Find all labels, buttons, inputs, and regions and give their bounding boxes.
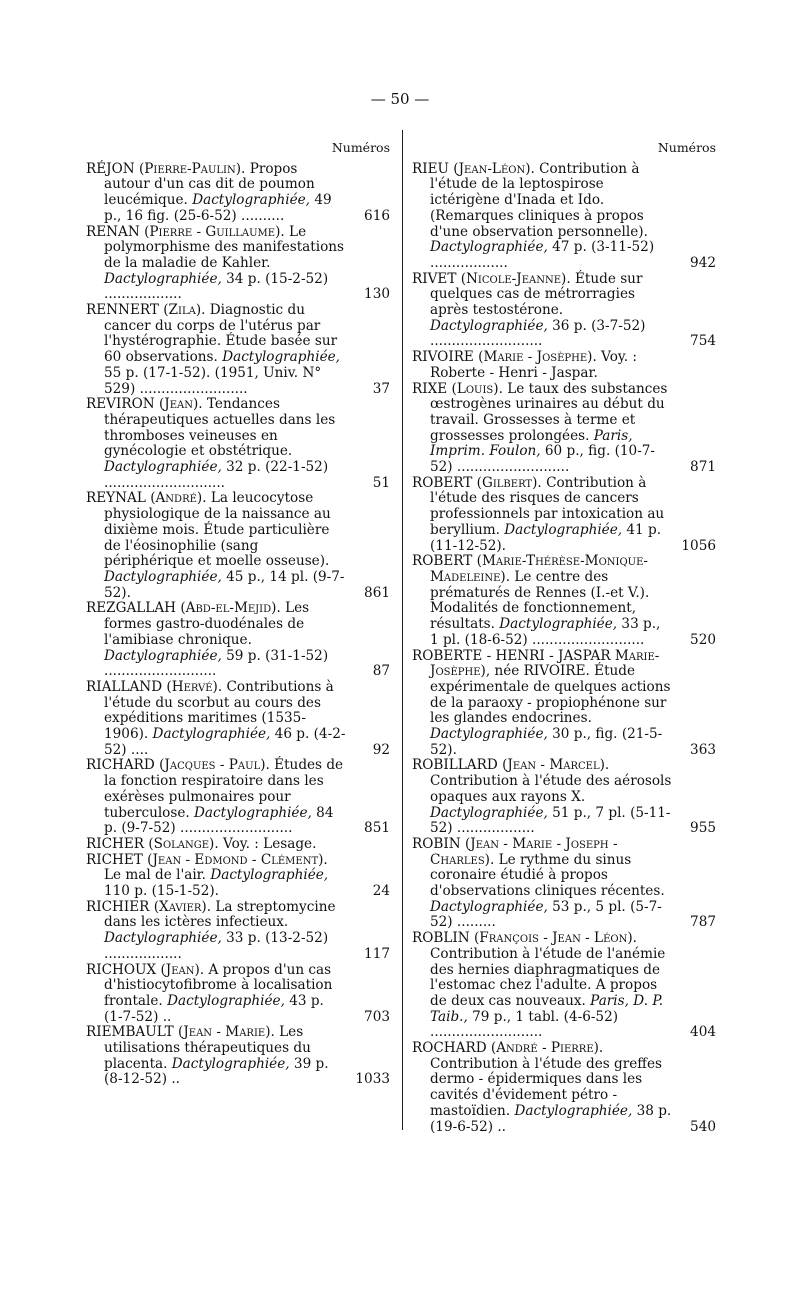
entry-details: 79 p., 1 tabl. (4-6-52) .......................... [430,1008,619,1041]
entry-title: Voy. : Roberte - Henri - Jaspar. [430,349,637,381]
author-name: RIALLAND (Hervé). [86,678,223,695]
entry-details: 49 p., 16 fig. (25-6-52) .......... [104,192,332,224]
bibliography-entry [86,837,390,853]
bibliography-entry [412,162,716,272]
entry-details: 36 p. (3-7-52) .......................... [430,317,646,350]
publication: Dactylographiée, [430,726,548,743]
bibliography-entry [86,900,390,963]
left-column [86,140,390,1088]
bibliography-entry [412,758,716,837]
entry-number: 404 [690,1024,716,1041]
author-name: RICHER (Solange). [86,835,219,852]
entry-title: Propos autour d'un cas dit de poumon leucémique. [104,160,315,209]
publication: Dactylographiée, [194,804,312,821]
entry-details: 51 p., 7 pl. (5-11-52) .................. [430,804,671,837]
entry-details: 47 p. (3-11-52) .................. [430,239,655,271]
author-name: RICHET (Jean - Edmond - Clément). [86,851,328,868]
entry-number: 520 [690,631,716,648]
entry-number: 51 [372,474,390,491]
entry-details: 59 p. (31-1-52) .......................... [104,647,329,680]
right-column [412,140,716,1135]
bibliography-entry [86,853,390,900]
entry-details: 39 p. (8-12-52) .. [104,1055,329,1088]
entry-title: A propos d'un cas d'histiocytofibrome à localisation frontale. [104,961,333,1009]
entry-details: 34 p. (15-2-52) .................. [104,270,329,303]
publication: Dactylographiée, [430,898,548,915]
entry-title: Les utilisations thérapeutiques du placenta. [104,1024,311,1072]
entry-number: 1033 [355,1071,390,1088]
entry-number: 787 [690,914,716,931]
entry-title: La streptomycine dans les ictères infectieux. [104,898,336,931]
entry-number: 861 [364,584,390,601]
entry-details: 60 p., fig. (10-7-52) .......................... [430,443,656,476]
entry-title: Contribution à l'étude des greffes dermo - épidermiques dans les cavités d'évidement pétro - mastoïdien. [430,1055,662,1119]
entry-title: Contribution à l'étude de la leptospirose ictérigène d'Inada et Ido. (Remarques cliniques à propos d'une observation personnelle). [430,160,648,240]
author-name: ROCHARD (André - Pierre). [412,1040,604,1057]
entry-title: Le mal de l'air. [104,867,211,884]
author-name: RENNERT (Zila). [86,302,206,319]
entry-number: 24 [372,883,390,900]
publication: Dactylographiée, [514,1102,633,1119]
publication: Dactylographiée, [167,992,285,1009]
author-name: RICHARD (Jacques - Paul). [86,757,270,774]
author-name: RIEMBAULT (Jean - Marie). [86,1024,275,1041]
bibliography-entry [86,1025,390,1088]
publication: Dactylographiée, [430,804,548,821]
publication: Dactylographiée, [222,349,340,366]
bibliography-entry [86,303,390,397]
author-name: ROBLIN (François - Jean - Léon). [412,930,637,947]
author-name: RIVOIRE (Marie - Josèphe). [412,349,597,366]
author-name: RIVET (Nicole-Jeanne). [412,270,571,287]
entry-list-right [412,162,716,1136]
entry-title: La leucocytose physiologique de la naissance au dixième mois. Étude particulière de l'éosinophilie (sang périphérique et moelle osseuse). [104,490,331,570]
author-name: REYNAL (André). [86,490,207,507]
page-number: — 50 — [370,90,430,108]
publication: Dactylographiée, [504,521,623,538]
entry-title: Contribution à l'étude de l'anémie des hernies diaphragmatiques de l'estomac chez l'adulte. A propos de deux cas nouveaux. [430,945,666,1009]
bibliography-entry [412,649,716,759]
publication: Dactylographiée, [104,568,222,585]
bibliography-entry [86,680,390,759]
bibliography-entry [86,758,390,837]
publication: Dactylographiée, [104,930,222,947]
entry-title: Tendances thérapeutiques actuelles dans les thromboses veineuses en gynécologie et obstétrique. [104,396,336,460]
entry-title: Diagnostic du cancer du corps de l'utérus par l'hystérographie. Étude basée sur 60 observations. [104,302,338,366]
bibliography-entry [86,491,390,601]
entry-list-left [86,162,390,1088]
entry-number: 540 [690,1118,716,1135]
author-name: RICHIER (Xavier). [86,898,212,915]
entry-details: 30 p., fig. (21-5-52). [430,726,663,758]
entry-details: 41 p. (11-12-52). [430,521,662,554]
entry-number: 703 [364,1008,390,1025]
publication: Dactylographiée, [430,317,548,334]
entry-number: 117 [364,945,390,962]
author-name: REVIRON (Jean). [86,396,203,413]
entry-number: 955 [690,820,716,837]
entry-details: 55 p. (17-1-52). (1951, Univ. N° 529) ......................... [104,364,322,397]
bibliography-entry [412,554,716,648]
entry-title: Le centre des prématurés de Rennes (I.-et V.). Modalités de fonctionnement, résultats. [430,568,650,633]
entry-title: Le rythme du sinus coronaire étudié à propos d'observations cliniques récentes. [430,851,665,900]
bibliography-entry [412,1041,716,1135]
bibliography-entry [86,397,390,491]
publication: Dactylographiée, [104,459,222,476]
entry-number: 851 [364,820,390,837]
entry-title: née RIVOIRE. Étude expérimentale de quelques actions de la paraoxy - propiophénone sur les glandes endocrines. [430,663,671,727]
publication: Dactylographiée, [210,867,329,884]
entry-number: 1056 [681,537,716,554]
entry-details: 53 p., 5 pl. (5-7-52) ......... [430,898,662,931]
bibliography-entry [412,272,716,351]
entry-details: 38 p. (19-6-52) .. [430,1102,672,1135]
publication: Dactylographiée, [104,270,222,287]
publication: Paris, D. P. Taib., [430,992,664,1025]
publication: Dactylographiée, [430,239,548,256]
author-name: ROBERTE - HENRI - JASPAR Marie-Josèphe), [412,647,660,680]
entry-number: 37 [372,380,390,397]
entry-title: Études de la fonction respiratoire dans les exérèses pulmonaires pour tuberculose. [104,757,344,821]
entry-details: 43 p. (1-7-52) .. [104,992,324,1025]
author-name: RIXE (Louis). [412,380,503,397]
entry-title: Étude sur quelques cas de métrorragies après testostérone. [430,270,643,319]
entry-number: 363 [690,741,716,758]
author-name: RIEU (Jean-Léon). [412,160,535,177]
bibliography-entry [86,601,390,680]
column-header-left: Numéros [331,140,390,155]
bibliography-entry [412,350,716,381]
entry-number: 87 [372,663,390,680]
entry-number: 130 [364,286,390,303]
bibliography-entry [86,963,390,1026]
entry-details: 33 p. (13-2-52) .................. [104,930,329,962]
publication: Dactylographiée, [104,647,222,664]
entry-title: Les formes gastro-duodénales de l'amibiase chronique. [104,600,310,648]
entry-details: 46 p. (4-2-52) .... [104,726,346,758]
bibliography-entry [86,225,390,304]
bibliography-entry [412,837,716,931]
bibliography-entry [412,476,716,555]
author-name: ROBILLARD (Jean - Marcel). [412,757,610,774]
author-name: REZGALLAH (Abd-el-Mejid). [86,600,281,617]
entry-number: 92 [372,741,390,758]
entry-details: 84 p. (9-7-52) .......................... [104,804,334,837]
column-header-right: Numéros [657,140,716,155]
publication: Paris, Imprim. Foulon, [430,427,633,460]
entry-title: Le polymorphisme des manifestations de la maladie de Kahler. [104,223,345,271]
entry-title: Contribution à l'étude des aérosols opaques aux rayons X. [430,773,672,805]
author-name: ROBIN (Jean - Marie - Joseph - Charles). [412,835,618,868]
entry-details: 32 p. (22-1-52) ............................ [104,459,329,491]
author-name: ROBERT (Marie-Thérèse-Monique-Madeleine). [412,553,649,585]
entry-details: 45 p., 14 pl. (9-7-52). [104,568,345,601]
publication: Dactylographiée, [152,726,271,743]
entry-title: Contribution à l'étude des risques de cancers professionnels par intoxication au beryllium. [430,474,665,538]
publication: Dactylographiée, [499,616,618,633]
entry-number: 871 [690,459,716,476]
column-divider [402,130,403,1130]
entry-title: Voy. : Lesage. [223,835,317,852]
entry-details: 110 p. (15-1-52). [104,883,219,900]
entry-details: 33 p., 1 pl. (18-6-52) .......................... [430,616,661,648]
entry-number: 616 [364,207,390,224]
bibliography-entry [86,162,390,225]
entry-title: Le taux des substances œstrogènes urinaires au début du travail. Grossesses à terme et grossesses prolongées. [430,380,668,444]
author-name: ROBERT (Gilbert). [412,474,542,491]
entry-title: Contributions à l'étude du scorbut au cours des expéditions maritimes (1535-1906). [104,678,334,743]
author-name: RENAN (Pierre - Guillaume). [86,223,285,240]
bibliography-entry [412,931,716,1041]
entry-number: 942 [690,254,716,271]
publication: Dactylographiée, [192,192,310,209]
author-name: RÉJON (Pierre-Paulin). [86,160,246,177]
bibliography-entry [412,382,716,476]
entry-number: 754 [690,333,716,350]
author-name: RICHOUX (Jean). [86,961,205,978]
publication: Dactylographiée, [171,1055,290,1072]
